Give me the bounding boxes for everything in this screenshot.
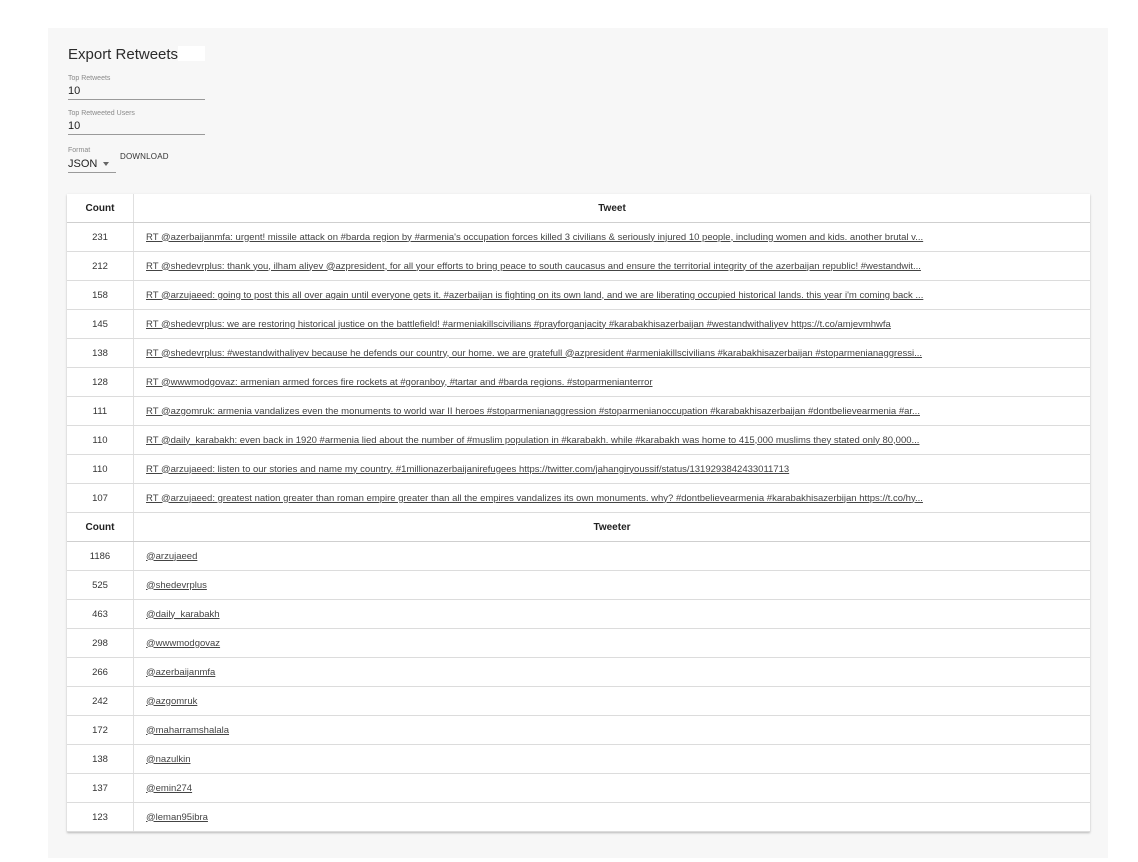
count-cell: 107 (67, 484, 134, 513)
count-cell: 212 (67, 252, 134, 281)
tweet-row (67, 397, 1090, 426)
tweeter-cell (134, 716, 1091, 745)
tweet-text-link[interactable]: RT @shedevrplus: #westandwithaliyev because he defends our country, our home. we are gratefull @azpresident #armeniakillscivilians #karabakhisazerbaijan #stoparmenianaggressi... (146, 347, 923, 359)
tweeter-row (67, 658, 1090, 687)
tweet-row (67, 339, 1090, 368)
users-table-body (67, 542, 1090, 832)
tweeter-row (67, 687, 1090, 716)
tweeter-link[interactable]: @leman95ibra (146, 811, 208, 823)
count-cell: 298 (67, 629, 134, 658)
tweeter-link[interactable]: @daily_karabakh (146, 608, 220, 620)
page-title: Export Retweets (68, 46, 179, 63)
tweeter-cell (134, 600, 1091, 629)
count-cell: 137 (67, 774, 134, 803)
results-table (67, 194, 1090, 832)
tweet-text-cell (134, 281, 1091, 310)
tweeter-link[interactable]: @maharramshalala (146, 724, 230, 736)
format-label: Format (68, 147, 91, 154)
tweeter-cell (134, 629, 1091, 658)
tweet-row (67, 426, 1090, 455)
title-badge (178, 46, 205, 61)
tweeter-row (67, 542, 1090, 571)
tweet-row (67, 223, 1090, 252)
tweeter-row (67, 600, 1090, 629)
tweet-text-link[interactable]: RT @daily_karabakh: even back in 1920 #armenia lied about the number of #muslim population in #karabakh. while #karabakh was home to 415,000 muslims they stated only 80,000... (146, 434, 920, 446)
tweet-text-link[interactable]: RT @shedevrplus: thank you, ilham aliyev @azpresident, for all your efforts to bring peace to south caucasus and ensure the territorial integrity of the azerbaijan republic! #westandwit... (146, 260, 921, 272)
tweeter-row (67, 716, 1090, 745)
tweet-text-link[interactable]: RT @arzujaeed: greatest nation greater than roman empire greater than all the empires vandalizes its own monuments. why? #dontbelievearmenia #karabakhisazerbijan https://t.co/hy... (146, 492, 923, 504)
format-select[interactable] (68, 155, 116, 173)
tweeter-cell (134, 803, 1091, 832)
tweeter-row (67, 803, 1090, 832)
count-cell: 123 (67, 803, 134, 832)
top-retweets-label: Top Retweets (68, 75, 111, 82)
count-cell: 110 (67, 426, 134, 455)
count-cell: 231 (67, 223, 134, 252)
top-retweets-input[interactable] (68, 83, 205, 100)
tweeter-cell (134, 658, 1091, 687)
tweet-text-cell (134, 455, 1091, 484)
count-cell: 138 (67, 745, 134, 774)
top-users-input[interactable] (68, 118, 205, 135)
tweet-text-cell (134, 426, 1091, 455)
count-cell: 145 (67, 310, 134, 339)
tweet-text-link[interactable]: RT @shedevrplus: we are restoring historical justice on the battlefield! #armeniakillscivilians #prayforganjacity #karabakhisazerbaijan #westandwithaliyev https://t.co/amjevmhwfa (146, 318, 891, 330)
tweeter-row (67, 774, 1090, 803)
tweet-text-link[interactable]: RT @arzujaeed: going to post this all over again until everyone gets it. #azerbaijan is fighting on its own land, and we are liberating occupied historical lands. this year i'm coming back ... (146, 289, 924, 301)
tweet-row (67, 281, 1090, 310)
users-text-header: Tweeter (134, 513, 1091, 542)
download-button[interactable]: DOWNLOAD (120, 152, 169, 161)
tweeter-cell (134, 571, 1091, 600)
tweet-text-cell (134, 223, 1091, 252)
count-cell: 138 (67, 339, 134, 368)
tweeter-row (67, 745, 1090, 774)
tweeter-link[interactable]: @emin274 (146, 782, 193, 794)
count-cell: 110 (67, 455, 134, 484)
count-cell: 463 (67, 600, 134, 629)
format-field (68, 146, 116, 173)
users-header-row (67, 513, 1090, 542)
count-cell: 172 (67, 716, 134, 745)
tweets-header-row (67, 194, 1090, 223)
count-cell: 128 (67, 368, 134, 397)
tweeter-row (67, 571, 1090, 600)
top-retweets-field (68, 74, 205, 100)
top-users-label: Top Retweeted Users (68, 110, 135, 117)
tweet-text-cell (134, 368, 1091, 397)
tweeter-link[interactable]: @azgomruk (146, 695, 198, 707)
tweet-row (67, 455, 1090, 484)
tweeter-cell (134, 542, 1091, 571)
users-count-header: Count (67, 513, 134, 542)
count-cell: 266 (67, 658, 134, 687)
count-cell: 158 (67, 281, 134, 310)
format-select-value: JSON (68, 157, 98, 170)
top-users-field (68, 109, 205, 135)
caret-down-icon (103, 162, 109, 166)
tweets-count-header: Count (67, 194, 134, 223)
tweeter-row (67, 629, 1090, 658)
tweet-row (67, 252, 1090, 281)
tweeter-link[interactable]: @wwwmodgovaz (146, 637, 221, 649)
tweet-text-link[interactable]: RT @azgomruk: armenia vandalizes even the monuments to world war II heroes #stoparmenianaggression #stoparmenianoccupation #karabakhisazerbaijan #dontbelievearmenia #ar... (146, 405, 920, 417)
tweeter-link[interactable]: @shedevrplus (146, 579, 207, 591)
tweet-row (67, 310, 1090, 339)
tweet-text-cell (134, 484, 1091, 513)
count-cell: 525 (67, 571, 134, 600)
tweeter-link[interactable]: @nazulkin (146, 753, 191, 765)
tweet-text-link[interactable]: RT @azerbaijanmfa: urgent! missile attack on #barda region by #armenia's occupation forces killed 3 civilians & seriously injured 10 people, including women and kids. another brutal v... (146, 231, 924, 243)
tweet-row (67, 368, 1090, 397)
tweet-row (67, 484, 1090, 513)
count-cell: 111 (67, 397, 134, 426)
tweet-text-link[interactable]: RT @wwwmodgovaz: armenian armed forces fire rockets at #goranboy, #tartar and #barda regions. #stoparmenianterror (146, 376, 653, 388)
export-panel (48, 28, 1108, 858)
tweeter-cell (134, 687, 1091, 716)
tweets-table-body (67, 223, 1090, 513)
count-cell: 242 (67, 687, 134, 716)
tweet-text-cell (134, 339, 1091, 368)
count-cell: 1186 (67, 542, 134, 571)
tweet-text-cell (134, 310, 1091, 339)
tweeter-link[interactable]: @arzujaeed (146, 550, 198, 562)
tweet-text-link[interactable]: RT @arzujaeed: listen to our stories and name my country. #1millionazerbaijanirefugees https://twitter.com/jahangiryoussif/status/1319293842433011713 (146, 463, 790, 475)
tweets-text-header: Tweet (134, 194, 1091, 223)
tweeter-link[interactable]: @azerbaijanmfa (146, 666, 216, 678)
tweet-text-cell (134, 397, 1091, 426)
tweeter-cell (134, 745, 1091, 774)
tweeter-cell (134, 774, 1091, 803)
tweet-text-cell (134, 252, 1091, 281)
